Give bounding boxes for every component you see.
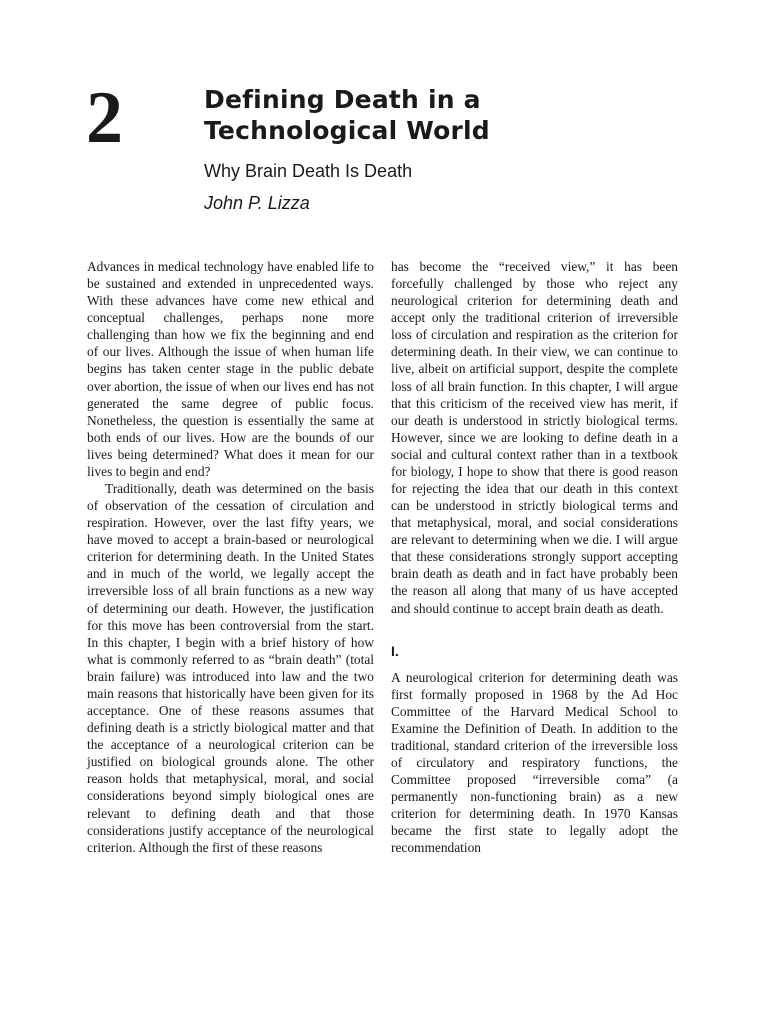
chapter-title-line2: Technological World	[204, 116, 490, 145]
paragraph: Traditionally, death was determined on the basis of observation of the cessation of circulation and respiration. However, over the last fifty years, we have moved to accept a brain-based or neurological criterion for determining death. In the United States and in much of the world, we legally accept the irreversible loss of all brain functions as a new way of determining our death. However, the justification for this move has been controversial from the start. In this chapter, I begin with a brief history of how what is commonly referred to as “brain death” (total brain failure) was introduced into law and the two main reasons that historically have been given for its acceptance. One of these reasons assumes that defining death is a strictly biological matter and that the acceptance of a neurological criterion can be justified on biological grounds alone. The other reason holds that metaphysical, moral, and social considerations beyond simply biological ones are relevant to defining death and that those considerations justify acceptance of the neurological criterion. Although the first of these reasons	[87, 481, 374, 855]
paragraph: A neurological criterion for determining death was first formally proposed in 1968 by the Ad Hoc Committee of the Harvard Medical School to Examine the Definition of Death. In addition to the traditional, standard criterion of the irreversible loss of circulatory and respiratory functions, the Committee proposed “irreversible coma” (a permanently non-functioning brain) as a new criterion for determining death. In 1970 Kansas became the first state to legally adopt the recommendation	[391, 669, 678, 856]
paragraph: Advances in medical technology have enabled life to be sustained and extended in unprecedented ways. With these advances have come new ethical and conceptual challenges, perhaps none more challenging than how we fix the beginning and end of our lives. Although the issue of when human life begins has taken center stage in the public debate over abortion, the issue of when our lives end has not generated the same degree of public focus. Nonetheless, the question is essentially the same at both ends of our lives. How are the bounds of our lives being determined? What does it mean for our lives to begin and end?	[87, 259, 374, 479]
chapter-number: 2	[86, 77, 121, 159]
chapter-title	[204, 84, 724, 146]
section-heading: I.	[391, 642, 399, 659]
chapter-title-block	[204, 84, 724, 214]
left-column	[87, 258, 374, 856]
paragraph: has become the “received view,” it has been forcefully challenged by those who reject any neurological criterion for determining death and accept only the traditional criterion of irreversible loss of circulation and respiration as the criterion for determining death. In their view, we can continue to live, albeit on artificial support, despite the complete loss of all brain function. In this chapter, I will argue that this criticism of the received view has merit, if our death is understood in strictly biological terms. However, since we are looking to define death in a social and cultural context rather than in a textbook for biology, I hope to show that there is good reason for rejecting the idea that our death in this context can be understood in strictly biological terms and that metaphysical, moral, and social considerations are relevant to determining when we die. I will argue that these considerations strongly support accepting brain death as death and in fact have probably been the reason all along that many of us have accepted and should continue to accept brain death as death.	[391, 259, 678, 616]
chapter-author: John P. Lizza	[204, 193, 310, 213]
chapter-title-line1: Defining Death in a	[204, 85, 481, 114]
right-column	[391, 258, 678, 857]
chapter-subtitle: Why Brain Death Is Death	[204, 161, 413, 181]
